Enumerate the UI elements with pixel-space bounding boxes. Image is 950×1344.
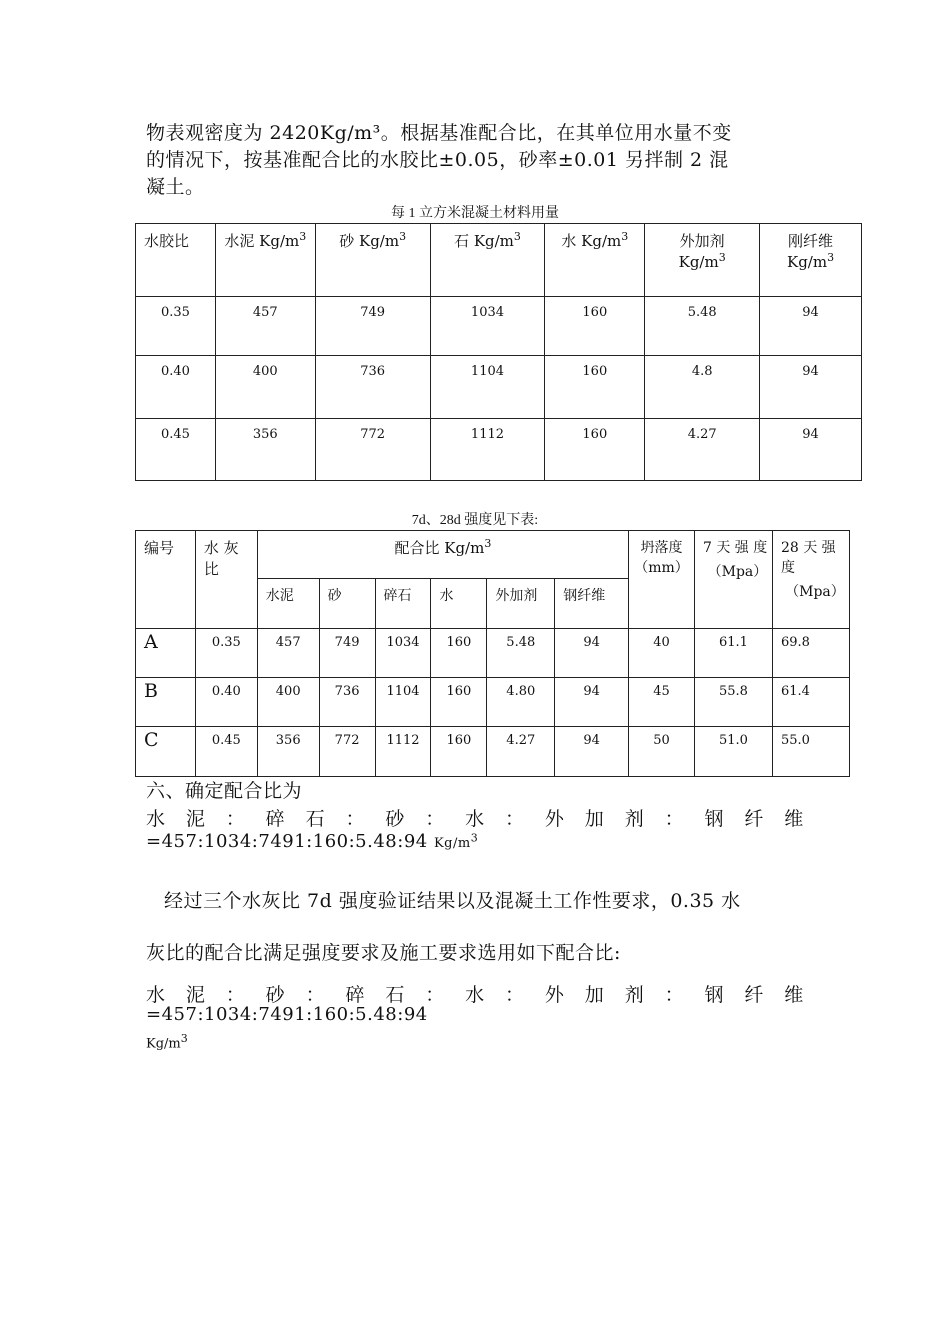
section6-ratio-values: =457:1034:7491:160:5.48:94 $Kg/m^3$ (146, 831, 479, 852)
cell: 55.0 (772, 727, 849, 777)
subheader-cell: 碎石 (375, 579, 431, 629)
cell: C (136, 727, 196, 777)
table-row (136, 419, 862, 481)
cell: 457 (215, 297, 315, 356)
cell: 69.8 (772, 629, 849, 678)
ratio-label: 水 (465, 984, 485, 1006)
cell: 1104 (430, 356, 545, 419)
cell: 160 (431, 629, 487, 678)
section6-title: 六、确定配合比为 (146, 780, 303, 802)
ratio-label: 剂 (624, 808, 645, 830)
cell: 160 (431, 727, 487, 777)
cell: 61.4 (772, 678, 849, 727)
subheader-cell: 砂 (319, 579, 375, 629)
cell: 457 (257, 629, 319, 678)
table1-header-row (136, 224, 862, 297)
cell: 0.45 (195, 727, 257, 777)
subheader-cell: 钢纤维 (555, 579, 629, 629)
cell: 736 (319, 678, 375, 727)
ratio-label: 加 (584, 984, 605, 1006)
cell: 61.1 (694, 629, 772, 678)
ratio-label: 水 (465, 808, 485, 830)
table1-header-cell: 水泥 $Kg/m^3$ (215, 224, 315, 297)
ratio-label: 维 (784, 808, 804, 830)
cell: 4.8 (645, 356, 760, 419)
ratio-label: 碎 (345, 984, 365, 1006)
cell: 94 (760, 356, 862, 419)
cell: 736 (315, 356, 430, 419)
cell: A (136, 629, 196, 678)
cell: 356 (257, 727, 319, 777)
ratio-label: 碎 (265, 808, 286, 830)
cell: 4.80 (487, 678, 555, 727)
cell: 4.27 (487, 727, 555, 777)
cell: 50 (629, 727, 695, 777)
subheader-cell: 外加剂 (487, 579, 555, 629)
cell: 1112 (375, 727, 431, 777)
ratio-label: ： (664, 808, 685, 830)
ratio-label: ： (664, 984, 685, 1006)
material-usage-table (135, 223, 862, 481)
cell: 400 (257, 678, 319, 727)
header-28d-strength: 28 天 强 度 （Mpa） (772, 531, 849, 629)
subheader-cell: 水 (431, 579, 487, 629)
cell: 0.40 (136, 356, 216, 419)
table2-caption: 7d、28d 强度见下表: (411, 513, 539, 528)
header-wc-ratio: 水 灰 比 (195, 531, 257, 629)
table-row (136, 356, 862, 419)
table1-header-cell: 水 $Kg/m^3$ (545, 224, 645, 297)
ratio-label: 外 (544, 984, 565, 1006)
ratio-label: 外 (544, 808, 565, 830)
cell: 94 (555, 727, 629, 777)
header-slump: 坍落度（mm） (629, 531, 695, 629)
ratio-label: 水 (146, 984, 166, 1006)
ratio-label: 泥 (185, 984, 206, 1006)
cell: 45 (629, 678, 695, 727)
intro-line-3: 凝土。 (146, 176, 205, 198)
cell: 1104 (375, 678, 431, 727)
table1-header-cell: 刚纤维 $Kg/m^3$ (760, 224, 862, 297)
cell: 356 (215, 419, 315, 481)
cell: 4.27 (645, 419, 760, 481)
cell: 0.35 (136, 297, 216, 356)
conclusion-line-1: 经过三个水灰比 7d 强度验证结果以及混凝土工作性要求，0.35 水 (164, 890, 741, 912)
ratio-label: 水 (146, 808, 166, 830)
cell: 400 (215, 356, 315, 419)
section6-ratio-labels (146, 804, 804, 831)
cell: 94 (760, 419, 862, 481)
strength-table (135, 530, 850, 777)
ratio-label: 纤 (744, 984, 764, 1006)
cell: 0.40 (195, 678, 257, 727)
table-row (136, 297, 862, 356)
cell: 40 (629, 629, 695, 678)
ratio-label: 加 (584, 808, 605, 830)
table1-header-cell: 石 $Kg/m^3$ (430, 224, 545, 297)
section6-unit: $Kg/m^3$ (433, 831, 479, 851)
conclusion-ratio-labels (146, 980, 804, 1007)
cell: 94 (555, 678, 629, 727)
ratio-label: 砂 (265, 984, 286, 1006)
ratio-label: 剂 (624, 984, 645, 1006)
subheader-cell: 水泥 (257, 579, 319, 629)
ratio-label: ： (505, 808, 525, 830)
cell: 749 (319, 629, 375, 678)
intro-line-2: 的情况下，按基准配合比的水胶比±0.05，砂率±0.01 另拌制 2 混 (146, 149, 729, 171)
cell: 1034 (430, 297, 545, 356)
cell: 94 (555, 629, 629, 678)
ratio-label: 钢 (704, 984, 724, 1006)
cell: 1112 (430, 419, 545, 481)
cell: 1034 (375, 629, 431, 678)
ratio-label: 维 (784, 984, 804, 1006)
header-mix: 配合比 $Kg/m^3$ (257, 531, 628, 579)
table-row (136, 678, 850, 727)
table1-header-cell: 砂 $Kg/m^3$ (315, 224, 430, 297)
conclusion-line-2: 灰比的配合比满足强度要求及施工要求选用如下配合比: (146, 942, 621, 964)
table2-header-row (136, 531, 850, 579)
ratio-label: 砂 (385, 808, 405, 830)
cell: 160 (545, 297, 645, 356)
ratio-label: 纤 (744, 808, 764, 830)
table1-header-cell: 水胶比 (136, 224, 216, 297)
ratio-label: 钢 (704, 808, 724, 830)
header-7d-strength: 7 天 强 度 （Mpa） (694, 531, 772, 629)
cell: 160 (431, 678, 487, 727)
table-row (136, 727, 850, 777)
cell: 55.8 (694, 678, 772, 727)
cell: 749 (315, 297, 430, 356)
table-row (136, 629, 850, 678)
ratio-label: ： (425, 984, 445, 1006)
cell: 0.45 (136, 419, 216, 481)
cell: 5.48 (487, 629, 555, 678)
intro-paragraph (146, 120, 826, 201)
ratio-label: 石 (385, 984, 405, 1006)
cell: 772 (319, 727, 375, 777)
cell: B (136, 678, 196, 727)
ratio-label: ： (225, 984, 246, 1006)
cell: 160 (545, 419, 645, 481)
ratio-label: 泥 (185, 808, 206, 830)
intro-line-1: 物表观密度为 2420Kg/m³。根据基准配合比，在其单位用水量不变 (146, 122, 732, 144)
conclusion-unit: $Kg/m^3$ (146, 1032, 188, 1052)
cell: 5.48 (645, 297, 760, 356)
table1-header-cell: 外加剂 $Kg/m^3$ (645, 224, 760, 297)
ratio-label: ： (345, 808, 365, 830)
conclusion-ratio-values: =457:1034:7491:160:5.48:94 (146, 1004, 428, 1025)
header-id: 编号 (136, 531, 196, 629)
cell: 51.0 (694, 727, 772, 777)
cell: 94 (760, 297, 862, 356)
ratio-label: ： (425, 808, 445, 830)
table1-caption: 每 1 立方米混凝土材料用量 (391, 206, 559, 221)
ratio-label: ： (505, 984, 525, 1006)
ratio-label: ： (305, 984, 326, 1006)
ratio-label: 石 (305, 808, 326, 830)
cell: 772 (315, 419, 430, 481)
cell: 160 (545, 356, 645, 419)
ratio-label: ： (225, 808, 246, 830)
cell: 0.35 (195, 629, 257, 678)
